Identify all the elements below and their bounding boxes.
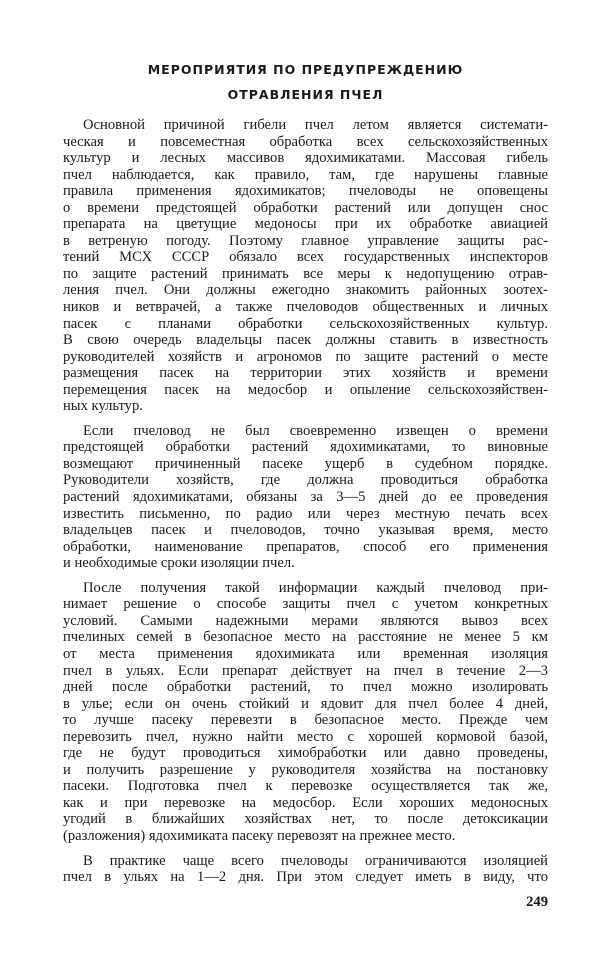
text-line: ников и ветврачей, а также пчеловодов общественных и личных	[63, 299, 548, 316]
text-line: ных культур.	[63, 398, 143, 415]
text-line: пчел в ульях. Если препарат действует на пчел в течение 2—3	[63, 662, 548, 679]
paragraph	[63, 580, 548, 845]
text-line: предстоящей обработки растений ядохимикатами, то виновные	[63, 439, 548, 456]
text-line: перевозить пчел, нужно найти место с хорошей кормовой базой,	[63, 728, 548, 745]
text-line: как и при перевозке на медосбор. Если хороших медоносных	[63, 794, 548, 811]
text-line: то лучше пасеку перевезти в безопасное место. Прежде чем	[63, 712, 548, 729]
text-line: перемещения пасек на медосбор и опыление сельскохозяйствен-	[63, 381, 548, 398]
text-line: В практике чаще всего пчеловоды ограничиваются изоляцией	[83, 852, 548, 869]
text-line: руководителей хозяйств и агрономов по защите растений о месте	[63, 348, 548, 365]
text-line: обработки, наименование препаратов, способ его применения	[63, 538, 548, 555]
text-line: условий. Самыми надежными мерами являются вывоз всех	[63, 612, 548, 629]
section-title-line-1: МЕРОПРИЯТИЯ ПО ПРЕДУПРЕЖДЕНИЮ	[147, 62, 464, 77]
text-line: пчел в ульях на 1—2 дня. При этом следует иметь в виду, что	[63, 869, 548, 886]
text-line: пчел наблюдается, как правило, там, где нарушены главные	[63, 166, 548, 183]
text-line: в улье; если он очень стойкий и ядовит для пчел более 4 дней,	[63, 695, 548, 712]
text-line: препарата на цветущие медоносы при их обработке авиацией	[63, 216, 548, 233]
text-line: нимает решение о способе защиты пчел с учетом конкретных	[63, 596, 548, 613]
text-line: Руководители хозяйств, где должна проводиться обработка	[63, 472, 548, 489]
text-line: угодий в ближайших хозяйствах нет, то после детоксикации	[63, 811, 548, 828]
text-line: и получить разрешение у руководителя хозяйства на постановку	[63, 761, 548, 778]
text-line: где не будут проводиться химобработки или давно проведены,	[63, 745, 548, 762]
text-line: и необходимые сроки изоляции пчел.	[63, 555, 295, 572]
text-line: культур и лесных массивов ядохимикатами. Массовая гибель	[63, 150, 548, 167]
text-line: тений МСХ СССР обязало всех государственных инспекторов	[63, 249, 548, 266]
text-line: Если пчеловод не был своевременно извещен о времени	[83, 422, 548, 439]
text-line: ления пчел. Они должны ежегодно знакомить районных зоотех-	[63, 282, 548, 299]
text-line: Основной причиной гибели пчел летом является системати-	[83, 117, 548, 133]
text-line: растений ядохимикатами, обязаны за 3—5 дней до ее проведения	[63, 489, 548, 506]
text-line: размещения пасек на территории этих хозяйств и времени	[63, 365, 548, 382]
text-line: по защите растений принимать все меры к недопущению отрав-	[63, 265, 548, 282]
text-line: о времени предстоящей обработки растений или допущен снос	[63, 199, 548, 216]
body-text	[63, 117, 548, 894]
text-line: пчелиных семей в безопасное место на расстояние не менее 5 км	[63, 629, 548, 646]
text-line: возмещают причиненный пасеке ущерб в судебном порядке.	[63, 455, 548, 472]
text-line: После получения такой информации каждый пчеловод при-	[83, 579, 548, 596]
text-line: ческая и повсеместная обработка всех сельскохозяйственных	[63, 133, 548, 150]
paragraph	[63, 423, 548, 572]
paragraph	[63, 117, 548, 415]
text-line: владельцев пасек и пчеловодов, точно указывая время, место	[63, 522, 548, 539]
text-line: в ветреную погоду. Поэтому главное управление защиты рас-	[63, 232, 548, 249]
text-line: пасеки. Подготовка пчел к перевозке осуществляется так же,	[63, 778, 548, 795]
text-line: В свою очередь владельцы пасек должны ставить в известность	[63, 332, 548, 349]
section-title-line-2: ОТРАВЛЕНИЯ ПЧЕЛ	[227, 87, 384, 102]
text-line: пасек с планами обработки сельскохозяйственных культур.	[63, 315, 548, 332]
text-line: (разложения) ядохимиката пасеку перевозят на прежнее место.	[63, 827, 456, 844]
text-line: от места применения ядохимиката или временная изоляция	[63, 645, 548, 662]
text-line: правила применения ядохимикатов; пчеловоды не оповещены	[63, 183, 548, 200]
paragraph	[63, 853, 548, 886]
text-line: дней после обработки растений, то пчел можно изолировать	[63, 679, 548, 696]
page-number: 249	[526, 894, 548, 910]
text-line: известить письменно, по радио или через местную печать всех	[63, 505, 548, 522]
